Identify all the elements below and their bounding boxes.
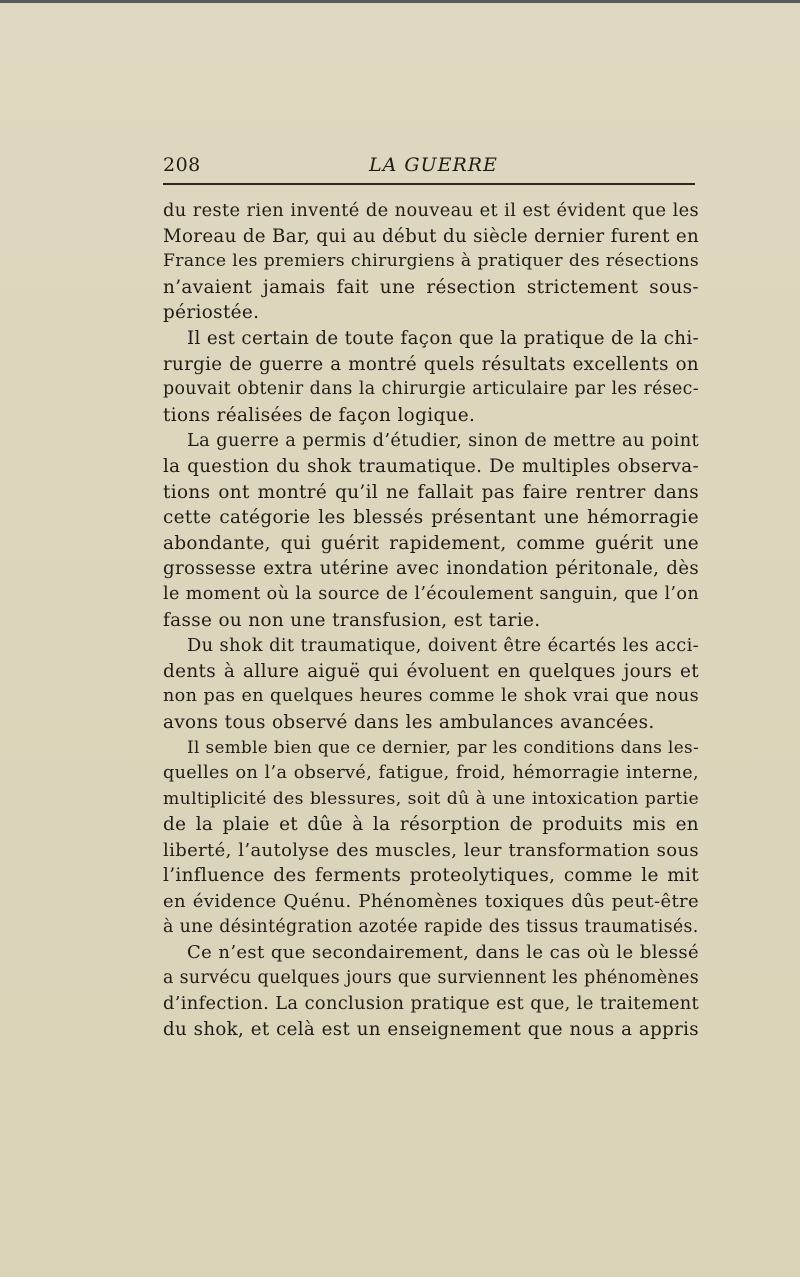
text-line: grossesse extra utérine avec inondation péritonale, dès [163, 558, 699, 580]
text-line: fasse ou non une transfusion, est tarie. [163, 609, 541, 631]
text-line: cette catégorie les blessés présentant une hémorragie [163, 507, 699, 529]
text-line: rurgie de guerre a montré quels résultats excellents on [163, 353, 699, 375]
text-line: l’influence des ferments proteolytiques, comme le mit [163, 865, 699, 887]
text-line: du shok, et celà est un enseignement que nous a appris [163, 1019, 699, 1040]
text-line: Il semble bien que ce dernier, par les conditions dans les- [187, 737, 699, 758]
text-line: la question du shok traumatique. De multiples observa- [163, 455, 699, 477]
text-line: avons tous observé dans les ambulances avancées. [163, 711, 655, 733]
text-line: quelles on l’a observé, fatigue, froid, hémorragie interne, [163, 763, 699, 784]
text-line: n’avaient jamais fait une résection strictement sous- [163, 276, 699, 298]
text-line: Moreau de Bar, qui au début du siècle dernier furent en [163, 225, 700, 247]
running-title: LA GUERRE [369, 154, 498, 176]
text-line: non pas en quelques heures comme le shok vrai que nous [163, 686, 699, 707]
text-line: La guerre a permis d’étudier, sinon de mettre au point [187, 430, 699, 452]
body-text [163, 198, 699, 1043]
text-line: tions ont montré qu’il ne fallait pas faire rentrer dans [163, 481, 699, 503]
text-line: en évidence Quénu. Phénomènes toxiques dûs peut-être [163, 891, 699, 913]
text-line: Ce n’est que secondairement, dans le cas où le blessé [187, 942, 699, 964]
text-line: Il est certain de toute façon que la pratique de la chi- [187, 327, 699, 349]
page-number: 208 [163, 154, 201, 176]
text-line: le moment où la source de l’écoulement sanguin, que l’on [163, 583, 699, 604]
text-line: dents à allure aiguë qui évoluent en quelques jours et [163, 660, 699, 682]
text-line: du reste rien inventé de nouveau et il est évident que les [163, 200, 699, 221]
text-line: liberté, l’autolyse des muscles, leur transformation sous [163, 839, 699, 861]
text-line: a survécu quelques jours que surviennent les phénomènes [163, 967, 699, 988]
text-line: à une désintégration azotée rapide des tissus traumatisés. [163, 916, 699, 937]
text-line: Du shok dit traumatique, doivent être écartés les acci- [187, 635, 699, 657]
text-line: d’infection. La conclusion pratique est que, le traitement [163, 993, 699, 1015]
text-line: périostée. [163, 302, 260, 324]
text-line: tions réalisées de façon logique. [163, 404, 476, 426]
text-line: France les premiers chirurgiens à pratiquer des résections [163, 251, 699, 272]
scan-top-edge [0, 0, 800, 3]
header-rule [163, 183, 695, 185]
text-line: de la plaie et dûe à la résorption de produits mis en [163, 814, 699, 836]
page-header [163, 154, 695, 184]
text-line: abondante, qui guérit rapidement, comme guérit une [163, 532, 699, 554]
text-line: pouvait obtenir dans la chirurgie articulaire par les résec- [163, 379, 699, 400]
text-line: multiplicité des blessures, soit dû à une intoxication partie [163, 788, 699, 809]
